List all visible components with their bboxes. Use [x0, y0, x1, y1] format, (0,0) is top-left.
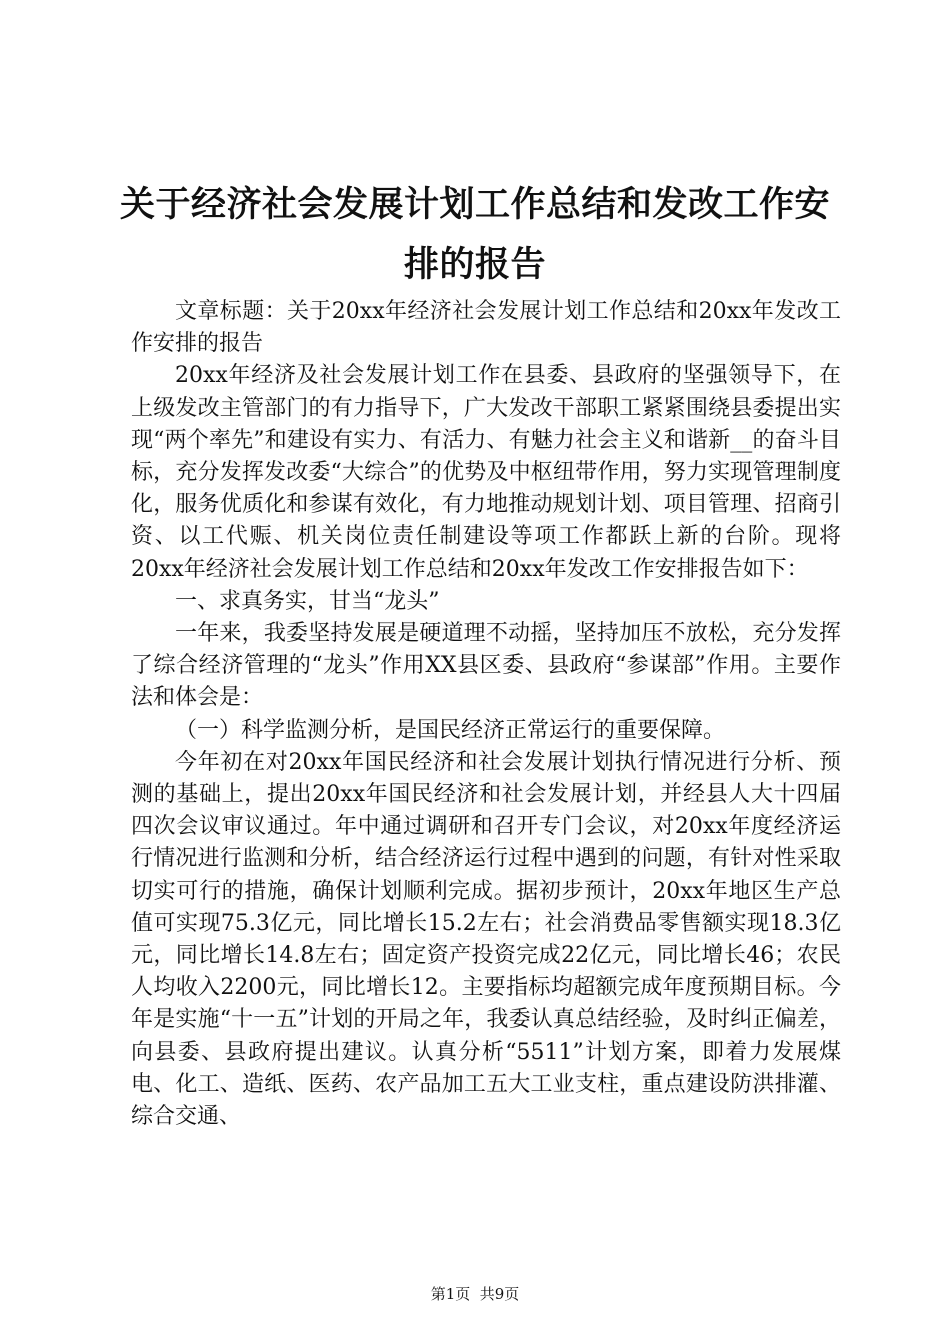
page-footer — [0, 1284, 950, 1304]
document-title: 关于经济社会发展计划工作总结和发改工作安排的报告 — [119, 185, 830, 285]
page-number: 第1页 共9页 — [430, 1285, 520, 1303]
paragraph-section-1-summary: 一年来，我委坚持发展是硬道理不动摇，坚持加压不放松，充分发挥了综合经济管理的“龙头”作用XX县区委、县政府“参谋部”作用。主要作法和体会是： — [131, 621, 841, 711]
paragraph-article-title: 文章标题：关于20xx年经济社会发展计划工作总结和20xx年发改工作安排的报告 — [131, 299, 841, 357]
subsection-heading-1: （一）科学监测分析，是国民经济正常运行的重要保障。 — [175, 717, 726, 743]
paragraph-subsection-1-body: 今年初在对20xx年国民经济和社会发展计划执行情况进行分析、预测的基础上，提出20xx年国民经济和社会发展计划，并经县人大十四届四次会议审议通过。年中通过调研和召开专门会议，对20xx年度经济运行情况进行监测和分析，结合经济运行过程中遇到的问题，有针对性采取切实可行的措施，确保计划顺利完成。据初步预计，20xx年地区生产总值可实现75.3亿元，同比增长15.2左右；社会消费品零售额实现18.3亿元，同比增长14.8左右；固定资产投资完成22亿元，同比增长46；农民人均收入2200元，同比增长12。主要指标均超额完成年度预期目标。今年是实施“十一五”计划的开局之年，我委认真总结经验，及时纠正偏差，向县委、县政府提出建议。认真分析“5511”计划方案，即着力发展煤电、化工、造纸、医药、农产品加工五大工业支柱，重点建设防洪排灌、综合交通、 — [131, 749, 841, 1130]
document-body — [131, 296, 841, 1133]
section-heading-1: 一、求真务实，甘当“龙头” — [175, 588, 440, 614]
paragraph-intro: 20xx年经济及社会发展计划工作在县委、县政府的坚强领导下，在上级发改主管部门的有力指导下，广大发改干部职工紧紧围绕县委提出实现“两个率先”和建设有实力、有活力、有魅力社会主义和谐新__的奋斗目标，充分发挥发改委“大综合”的优势及中枢纽带作用，努力实现管理制度化，服务优质化和参谋有效化，有力地推动规划计划、项目管理、招商引资、以工代赈、机关岗位责任制建设等项工作都跃上新的台阶。现将20xx年经济社会发展计划工作总结和20xx年发改工作安排报告如下： — [131, 363, 841, 582]
